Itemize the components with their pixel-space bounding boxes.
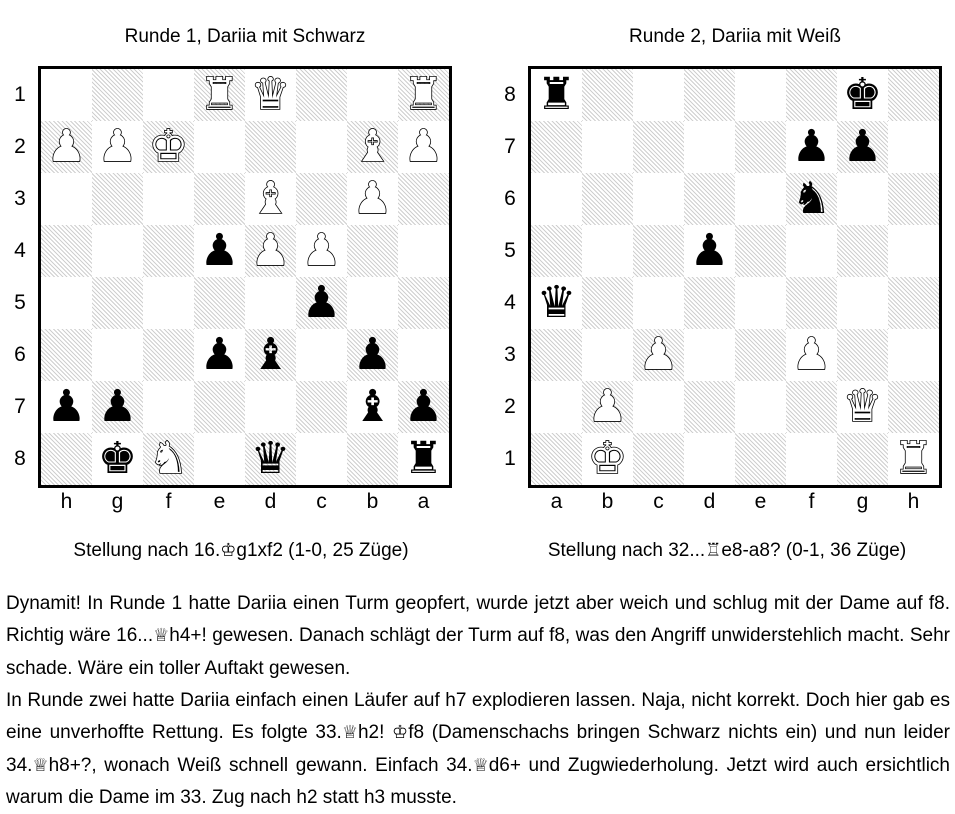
board-square bbox=[684, 173, 735, 225]
board-square bbox=[41, 381, 92, 433]
board-square bbox=[194, 277, 245, 329]
board-square bbox=[531, 121, 582, 173]
rank-label: 4 bbox=[14, 239, 26, 262]
board-square bbox=[398, 225, 449, 277]
board-square bbox=[786, 225, 837, 277]
white-pawn-icon: ♟ bbox=[97, 121, 138, 172]
white-pawn-icon: ♟ bbox=[403, 121, 444, 172]
board-square bbox=[786, 381, 837, 433]
board-square bbox=[735, 69, 786, 121]
board-square bbox=[194, 69, 245, 121]
file-label: f bbox=[808, 490, 815, 513]
board-square bbox=[143, 329, 194, 381]
board-square bbox=[531, 69, 582, 121]
chessboard-round-2 bbox=[528, 66, 942, 488]
board-square bbox=[41, 433, 92, 485]
board-square bbox=[92, 173, 143, 225]
file-label: e bbox=[754, 490, 767, 513]
board-square bbox=[888, 381, 939, 433]
board-square bbox=[245, 225, 296, 277]
white-king-icon: ♚ bbox=[148, 121, 189, 172]
board-square bbox=[194, 329, 245, 381]
file-label: e bbox=[213, 490, 226, 513]
board-square bbox=[633, 173, 684, 225]
board-square bbox=[296, 329, 347, 381]
white-bishop-icon: ♝ bbox=[352, 121, 393, 172]
board-square bbox=[633, 69, 684, 121]
board-square bbox=[786, 433, 837, 485]
board-square bbox=[296, 173, 347, 225]
file-label: h bbox=[907, 490, 920, 513]
p2-text-a: In Runde zwei hatte Dariia einfach einen Läufer auf h7 explodieren lassen. Naja, nicht korrekt. Doch hier gab es eine unverhoffte Rettung. Es folgte 33. bbox=[6, 690, 950, 744]
board-square bbox=[735, 329, 786, 381]
board-square bbox=[194, 121, 245, 173]
black-pawn-icon: ♟ bbox=[689, 225, 730, 276]
black-pawn-icon: ♟ bbox=[199, 329, 240, 380]
p1-text-b: h4+! gewesen. Danach schlägt der Turm auf f8, was den Angriff unwiderstehlich macht. Sehr schade. Wäre ein toller Auftakt gewesen. bbox=[6, 625, 950, 679]
file-label: c bbox=[653, 490, 664, 513]
file-label: d bbox=[264, 490, 277, 513]
board-square bbox=[398, 173, 449, 225]
black-pawn-icon: ♟ bbox=[301, 277, 342, 328]
board-square bbox=[398, 329, 449, 381]
board-square bbox=[786, 121, 837, 173]
caption-1-suffix: g1xf2 (1-0, 25 Züge) bbox=[236, 540, 409, 561]
board-square bbox=[245, 381, 296, 433]
board-square bbox=[245, 329, 296, 381]
board-square bbox=[143, 225, 194, 277]
board-square bbox=[735, 277, 786, 329]
board-square bbox=[41, 121, 92, 173]
p2-text-d: h8+?, wonach Weiß schnell gewann. Einfach 34. bbox=[48, 754, 473, 776]
board-square bbox=[786, 277, 837, 329]
rank-label: 3 bbox=[14, 187, 26, 210]
board-square bbox=[296, 433, 347, 485]
board-square bbox=[143, 69, 194, 121]
board-square bbox=[837, 277, 888, 329]
white-pawn-icon: ♟ bbox=[46, 121, 87, 172]
rank-label: 6 bbox=[504, 187, 516, 210]
board-square bbox=[531, 173, 582, 225]
file-label: b bbox=[366, 490, 379, 513]
white-rook-icon: ♜ bbox=[403, 69, 444, 120]
white-pawn-icon: ♟ bbox=[352, 173, 393, 224]
white-rook-icon: ♖ bbox=[705, 540, 722, 561]
file-label: g bbox=[111, 490, 124, 513]
caption-2-suffix: e8-a8? (0-1, 36 Züge) bbox=[721, 540, 907, 561]
rank-label: 8 bbox=[14, 447, 26, 470]
diagram-1-title: Runde 1, Dariia mit Schwarz bbox=[124, 26, 366, 47]
board-square bbox=[837, 329, 888, 381]
board-square bbox=[92, 121, 143, 173]
board-square bbox=[888, 225, 939, 277]
board-square bbox=[837, 121, 888, 173]
board-square bbox=[735, 225, 786, 277]
white-pawn-icon: ♟ bbox=[638, 329, 679, 380]
board-square bbox=[582, 225, 633, 277]
black-pawn-icon: ♟ bbox=[403, 381, 444, 432]
board-square bbox=[92, 433, 143, 485]
white-knight-icon: ♞ bbox=[148, 433, 189, 484]
board-square bbox=[633, 121, 684, 173]
board-square bbox=[735, 173, 786, 225]
black-knight-icon: ♞ bbox=[791, 173, 832, 224]
board-square bbox=[888, 277, 939, 329]
p1-text-a: Dynamit! In Runde 1 hatte Dariia einen Turm geopfert, wurde jetzt aber weich und schlug mit der Dame auf f8. Richtig wäre 16... bbox=[6, 593, 950, 647]
black-bishop-icon: ♝ bbox=[352, 381, 393, 432]
board-square bbox=[633, 381, 684, 433]
board-square bbox=[786, 329, 837, 381]
board-square bbox=[143, 121, 194, 173]
black-king-icon: ♚ bbox=[97, 433, 138, 484]
board-square bbox=[92, 329, 143, 381]
white-pawn-icon: ♟ bbox=[791, 329, 832, 380]
board-square bbox=[837, 69, 888, 121]
board-square bbox=[296, 277, 347, 329]
white-pawn-icon: ♟ bbox=[250, 225, 291, 276]
white-rook-icon: ♜ bbox=[893, 433, 934, 484]
board-square bbox=[296, 381, 347, 433]
rank-label: 3 bbox=[504, 343, 516, 366]
black-queen-icon: ♛ bbox=[536, 277, 577, 328]
black-rook-icon: ♜ bbox=[403, 433, 444, 484]
board-square bbox=[786, 69, 837, 121]
board-square bbox=[735, 121, 786, 173]
p2-text-c: f8 (Damenschachs bringen Schwarz nichts ein) und nun leider 34. bbox=[6, 722, 950, 776]
rank-label: 6 bbox=[14, 343, 26, 366]
black-pawn-icon: ♟ bbox=[842, 121, 883, 172]
file-label: g bbox=[856, 490, 869, 513]
rank-label: 1 bbox=[14, 83, 26, 106]
board-square bbox=[296, 69, 347, 121]
board-square bbox=[837, 225, 888, 277]
diagram-2-title: Runde 2, Dariia mit Weiß bbox=[629, 26, 841, 47]
white-king-icon: ♔ bbox=[392, 722, 409, 744]
board-square bbox=[92, 69, 143, 121]
rank-label: 5 bbox=[14, 291, 26, 314]
diagram-1-caption bbox=[0, 540, 482, 562]
black-rook-icon: ♜ bbox=[536, 69, 577, 120]
board-square bbox=[143, 433, 194, 485]
board-square bbox=[582, 329, 633, 381]
board-square bbox=[633, 277, 684, 329]
board-square bbox=[684, 277, 735, 329]
board-square bbox=[347, 225, 398, 277]
white-queen-icon: ♕ bbox=[32, 754, 49, 776]
white-queen-icon: ♕ bbox=[341, 722, 358, 744]
board-square bbox=[582, 121, 633, 173]
board-square bbox=[245, 433, 296, 485]
board-square bbox=[837, 173, 888, 225]
board-square bbox=[684, 329, 735, 381]
rank-label: 5 bbox=[504, 239, 516, 262]
black-king-icon: ♚ bbox=[842, 69, 883, 120]
board-square bbox=[347, 433, 398, 485]
file-label: c bbox=[316, 490, 327, 513]
board-square bbox=[398, 277, 449, 329]
rank-label: 2 bbox=[14, 135, 26, 158]
file-label: h bbox=[60, 490, 73, 513]
rank-label: 7 bbox=[14, 395, 26, 418]
board-square bbox=[245, 121, 296, 173]
board-square bbox=[582, 433, 633, 485]
white-king-icon: ♚ bbox=[587, 433, 628, 484]
board-square bbox=[245, 173, 296, 225]
board-square bbox=[41, 173, 92, 225]
board-square bbox=[786, 173, 837, 225]
file-label: d bbox=[703, 490, 716, 513]
rank-label: 2 bbox=[504, 395, 516, 418]
board-square bbox=[194, 433, 245, 485]
board-square bbox=[633, 329, 684, 381]
black-pawn-icon: ♟ bbox=[791, 121, 832, 172]
p2-text-e: d6+ und Zugwiederholung. Jetzt wird auch ersichtlich warum die Dame im 33. Zug nach h2 statt h3 musste. bbox=[6, 754, 950, 808]
caption-1-prefix: Stellung nach 16. bbox=[73, 540, 221, 561]
board-square bbox=[735, 433, 786, 485]
board-square bbox=[194, 173, 245, 225]
white-queen-icon: ♕ bbox=[472, 754, 489, 776]
board-square bbox=[347, 329, 398, 381]
board-square bbox=[888, 173, 939, 225]
board-square bbox=[837, 433, 888, 485]
board-square bbox=[684, 433, 735, 485]
black-pawn-icon: ♟ bbox=[97, 381, 138, 432]
board-square bbox=[398, 381, 449, 433]
board-square bbox=[92, 225, 143, 277]
caption-2-prefix: Stellung nach 32... bbox=[547, 540, 706, 561]
board-square bbox=[531, 329, 582, 381]
board-square bbox=[92, 381, 143, 433]
board-square bbox=[41, 69, 92, 121]
board-square bbox=[41, 277, 92, 329]
white-queen-icon: ♛ bbox=[250, 69, 291, 120]
board-square bbox=[347, 381, 398, 433]
board-square bbox=[347, 69, 398, 121]
board-square bbox=[143, 277, 194, 329]
black-queen-icon: ♛ bbox=[250, 433, 291, 484]
board-square bbox=[531, 433, 582, 485]
board-square bbox=[684, 381, 735, 433]
board-square bbox=[837, 381, 888, 433]
board-square bbox=[735, 381, 786, 433]
board-square bbox=[888, 433, 939, 485]
white-pawn-icon: ♟ bbox=[587, 381, 628, 432]
rank-label: 4 bbox=[504, 291, 516, 314]
board-square bbox=[347, 277, 398, 329]
board-square bbox=[633, 225, 684, 277]
board-square bbox=[888, 329, 939, 381]
board-square bbox=[194, 225, 245, 277]
board-square bbox=[582, 381, 633, 433]
file-label: a bbox=[550, 490, 563, 513]
chessboard-round-1 bbox=[38, 66, 452, 488]
board-square bbox=[194, 381, 245, 433]
paragraph-round-2 bbox=[6, 685, 950, 814]
file-label: b bbox=[601, 490, 614, 513]
board-square bbox=[347, 121, 398, 173]
board-square bbox=[888, 121, 939, 173]
white-queen-icon: ♛ bbox=[842, 381, 883, 432]
board-square bbox=[531, 381, 582, 433]
file-label: f bbox=[165, 490, 172, 513]
board-square bbox=[143, 173, 194, 225]
board-square bbox=[531, 225, 582, 277]
p2-text-b: h2! bbox=[357, 722, 393, 744]
board-square bbox=[41, 225, 92, 277]
board-square bbox=[296, 225, 347, 277]
board-square bbox=[582, 277, 633, 329]
white-king-icon: ♔ bbox=[220, 540, 237, 561]
paragraph-round-1 bbox=[6, 588, 950, 685]
board-square bbox=[398, 69, 449, 121]
black-pawn-icon: ♟ bbox=[46, 381, 87, 432]
black-pawn-icon: ♟ bbox=[199, 225, 240, 276]
white-pawn-icon: ♟ bbox=[301, 225, 342, 276]
white-rook-icon: ♜ bbox=[199, 69, 240, 120]
diagram-2-caption bbox=[490, 540, 955, 562]
board-square bbox=[582, 69, 633, 121]
board-square bbox=[888, 69, 939, 121]
board-square bbox=[92, 277, 143, 329]
white-bishop-icon: ♝ bbox=[250, 173, 291, 224]
board-square bbox=[398, 433, 449, 485]
board-square bbox=[347, 173, 398, 225]
board-square bbox=[531, 277, 582, 329]
board-square bbox=[143, 381, 194, 433]
rank-label: 1 bbox=[504, 447, 516, 470]
black-bishop-icon: ♝ bbox=[250, 329, 291, 380]
board-square bbox=[684, 225, 735, 277]
file-label: a bbox=[417, 490, 430, 513]
board-square bbox=[684, 69, 735, 121]
board-square bbox=[245, 69, 296, 121]
white-queen-icon: ♕ bbox=[153, 625, 170, 647]
board-square bbox=[684, 121, 735, 173]
board-square bbox=[41, 329, 92, 381]
board-square bbox=[398, 121, 449, 173]
board-square bbox=[633, 433, 684, 485]
board-square bbox=[296, 121, 347, 173]
black-pawn-icon: ♟ bbox=[352, 329, 393, 380]
board-square bbox=[245, 277, 296, 329]
rank-label: 8 bbox=[504, 83, 516, 106]
board-square bbox=[582, 173, 633, 225]
rank-label: 7 bbox=[504, 135, 516, 158]
